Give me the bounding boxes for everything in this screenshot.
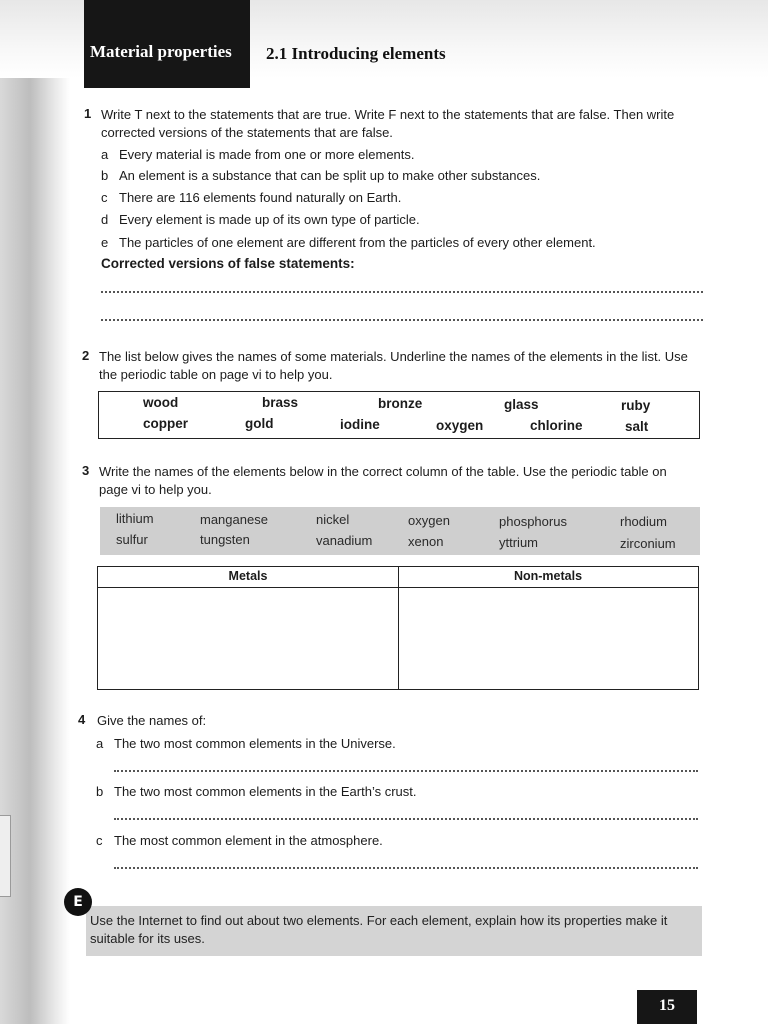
question-1-number: 1 — [84, 106, 92, 121]
q1-item-text: The particles of one element are different from the particles of every other element. — [119, 235, 596, 250]
answer-line[interactable] — [114, 818, 698, 820]
q1-item-letter: a — [101, 147, 109, 162]
q4-item-text: The most common element in the atmosphere. — [114, 833, 383, 848]
question-2-number: 2 — [82, 348, 90, 363]
section-title: Material properties — [90, 42, 232, 61]
material-word[interactable]: wood — [143, 395, 179, 410]
material-word[interactable]: glass — [504, 397, 539, 412]
extension-line-2: suitable for its uses. — [90, 931, 205, 946]
q4-item-letter: a — [96, 736, 104, 751]
material-word[interactable]: bronze — [378, 396, 423, 411]
table-header-metals: Metals — [228, 569, 268, 583]
q4-item-letter: c — [96, 833, 103, 848]
q1-item-text: There are 116 elements found naturally on Earth. — [119, 190, 402, 205]
answer-line[interactable] — [114, 867, 698, 869]
question-3-prompt-line-2: page vi to help you. — [99, 482, 212, 497]
answer-line[interactable] — [101, 291, 703, 293]
question-2-prompt-line-2: the periodic table on page vi to help you. — [99, 367, 333, 382]
extension-line-1: Use the Internet to find out about two elements. For each element, explain how its properties make it — [90, 913, 668, 928]
material-word[interactable]: iodine — [340, 417, 380, 432]
table-header-line — [98, 587, 698, 588]
question-1-prompt-line-1: Write T next to the statements that are true. Write F next to the statements that are false. Then write — [101, 107, 675, 122]
material-word[interactable]: chlorine — [530, 418, 583, 433]
material-word[interactable]: brass — [262, 395, 299, 410]
q4-item-letter: b — [96, 784, 104, 799]
q1-item-text: Every element is made up of its own type of particle. — [119, 212, 420, 227]
question-2-prompt-line-1: The list below gives the names of some materials. Underline the names of the elements in the list. Use — [99, 349, 688, 364]
non-metals-answer-cell[interactable] — [400, 589, 697, 687]
page-number: 15 — [659, 997, 675, 1014]
q1-item-letter: b — [101, 168, 109, 183]
element-name: yttrium — [499, 535, 538, 550]
question-3-prompt-line-1: Write the names of the elements below in the correct column of the table. Use the periodic table on — [99, 464, 667, 479]
metals-answer-cell[interactable] — [98, 589, 397, 687]
table-column-divider — [398, 567, 399, 689]
table-header-non-metals: Non-metals — [513, 569, 583, 583]
question-1-prompt-line-2: corrected versions of the statements that are false. — [101, 125, 393, 140]
element-name: vanadium — [316, 533, 373, 548]
q4-item-text: The two most common elements in the Universe. — [114, 736, 396, 751]
answer-line[interactable] — [114, 770, 698, 772]
extension-task-text — [90, 912, 690, 948]
element-name: oxygen — [408, 513, 450, 528]
question-4-number: 4 — [78, 712, 86, 727]
material-word[interactable]: oxygen — [436, 418, 484, 433]
material-word[interactable]: gold — [245, 416, 274, 431]
element-name: nickel — [316, 512, 350, 527]
material-word[interactable]: salt — [625, 419, 649, 434]
page-edge — [0, 815, 11, 897]
q1-item-letter: c — [101, 190, 108, 205]
q1-item-letter: d — [101, 212, 109, 227]
element-name: sulfur — [116, 532, 148, 547]
element-name: manganese — [200, 512, 268, 527]
q1-item-letter: e — [101, 235, 109, 250]
extension-icon: E — [64, 888, 92, 916]
element-name: lithium — [116, 511, 154, 526]
element-name: zirconium — [620, 536, 676, 551]
element-name: rhodium — [620, 514, 667, 529]
question-3-number: 3 — [82, 463, 90, 478]
question-4-prompt: Give the names of: — [97, 713, 207, 728]
q1-item-text: An element is a substance that can be split up to make other substances. — [119, 168, 541, 183]
corrected-statements-label: Corrected versions of false statements: — [101, 256, 355, 271]
answer-line[interactable] — [101, 319, 703, 321]
q4-item-text: The two most common elements in the Earth’s crust. — [114, 784, 417, 799]
element-name: xenon — [408, 534, 444, 549]
metals-nonmetals-table — [97, 566, 699, 690]
element-names-box — [100, 507, 700, 555]
material-word[interactable]: copper — [143, 416, 189, 431]
q1-item-text: Every material is made from one or more elements. — [119, 147, 415, 162]
material-word[interactable]: ruby — [621, 398, 651, 413]
element-name: tungsten — [200, 532, 250, 547]
page-title: 2.1 Introducing elements — [266, 44, 446, 63]
element-name: phosphorus — [499, 514, 567, 529]
